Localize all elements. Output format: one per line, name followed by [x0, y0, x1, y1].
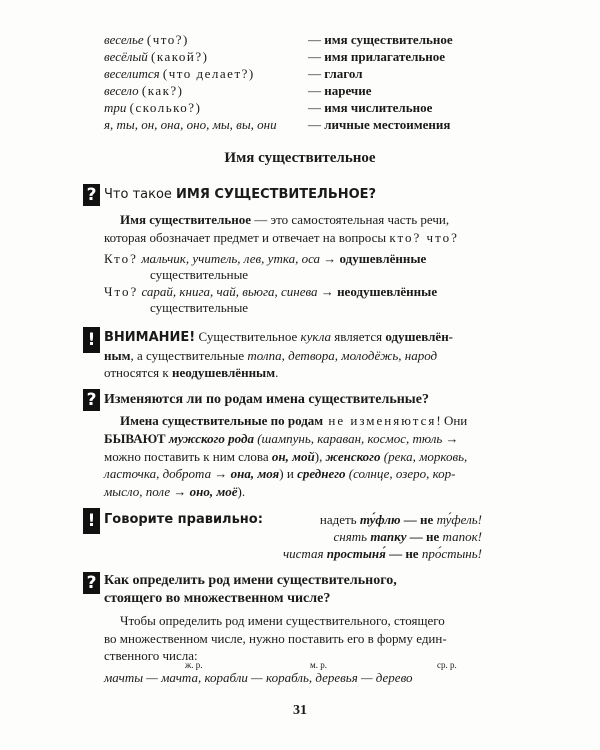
list-item-pos: — имя существительное [308, 32, 453, 47]
definition-paragraph: Имя существительное — это самостоятельная часть речи, которая обозначает предмет и отвечает на вопросы кто? что? [104, 212, 459, 245]
list-item-pos: — наречие [308, 83, 372, 98]
gender-mark-feminine: ж. р. [185, 660, 203, 670]
list-item-pos: — имя числительное [308, 100, 433, 115]
example-animate: Кто? мальчик, учитель, лев, утка, оса → одушевлённые [104, 251, 427, 266]
question-heading: Как определить род имени существительного, стоящего во множественном числе? [104, 573, 397, 606]
correct-form-line: чистая простыня́ — не про́стынь! [282, 546, 482, 561]
list-item-pos: — личные местоимения [308, 117, 451, 132]
example-inanimate-cont: существительные [150, 300, 249, 315]
list-item: три (сколько?) [104, 100, 202, 115]
question-mark-icon: ? [83, 389, 100, 411]
page-number: 31 [293, 703, 307, 718]
question-mark-icon: ? [83, 184, 100, 206]
say-correctly-label: Говорите правильно: [104, 512, 263, 527]
question-heading: Изменяются ли по родам имена существительные? [104, 392, 429, 407]
plural-example: мачты — мачта, корабли — корабль, деревья — дерево [104, 670, 413, 685]
exclamation-icon: ! [83, 508, 100, 534]
gender-mark-neuter: ср. р. [437, 660, 457, 670]
list-item-pos: — глагол [308, 66, 363, 81]
list-item: весело (как?) [104, 83, 184, 98]
list-item: веселится (что делает?) [104, 66, 255, 81]
correct-form-line: снять тапку — не тапок! [333, 529, 482, 544]
section-title: Имя существительное [224, 150, 376, 166]
example-inanimate: Что? сарай, книга, чай, вьюга, синева → неодушевлённые [104, 284, 438, 299]
plural-paragraph: Чтобы определить род имени существительного, стоящего во множественном числе, нужно поставить его в форму един- ственного числа: [104, 613, 447, 663]
list-item: веселье (что?) [104, 32, 189, 47]
question-mark-icon: ? [83, 572, 100, 594]
list-item-pos: — имя прилагательное [308, 49, 446, 64]
gender-mark-masculine: м. р. [310, 660, 327, 670]
gender-paragraph: Имена существительные по родам не изменяются! Они БЫВАЮТ мужского рода (шампунь, караван, космос, тюль → можно поставить к ним слова он, мой), женского (река, морковь, ласточка, доброта → она, моя) и среднего (солнце, озеро, кор- мысло, поле → оно, моё). [104, 413, 468, 500]
list-item: я, ты, он, она, оно, мы, вы, они [104, 117, 277, 132]
list-item: весёлый (какой?) [104, 49, 209, 64]
exclamation-icon: ! [83, 327, 100, 353]
warning-paragraph: ВНИМАНИЕ! Существительное кукла является одушевлён- ным, а существительные толпа, детвора, молодёжь, народ относятся к неодушевлённым. [104, 329, 454, 380]
correct-form-line: надеть ту́флю — не ту́фель! [319, 512, 482, 527]
question-heading: Что такое ИМЯ СУЩЕСТВИТЕЛЬНОЕ? [104, 187, 377, 202]
example-animate-cont: существительные [150, 267, 249, 282]
